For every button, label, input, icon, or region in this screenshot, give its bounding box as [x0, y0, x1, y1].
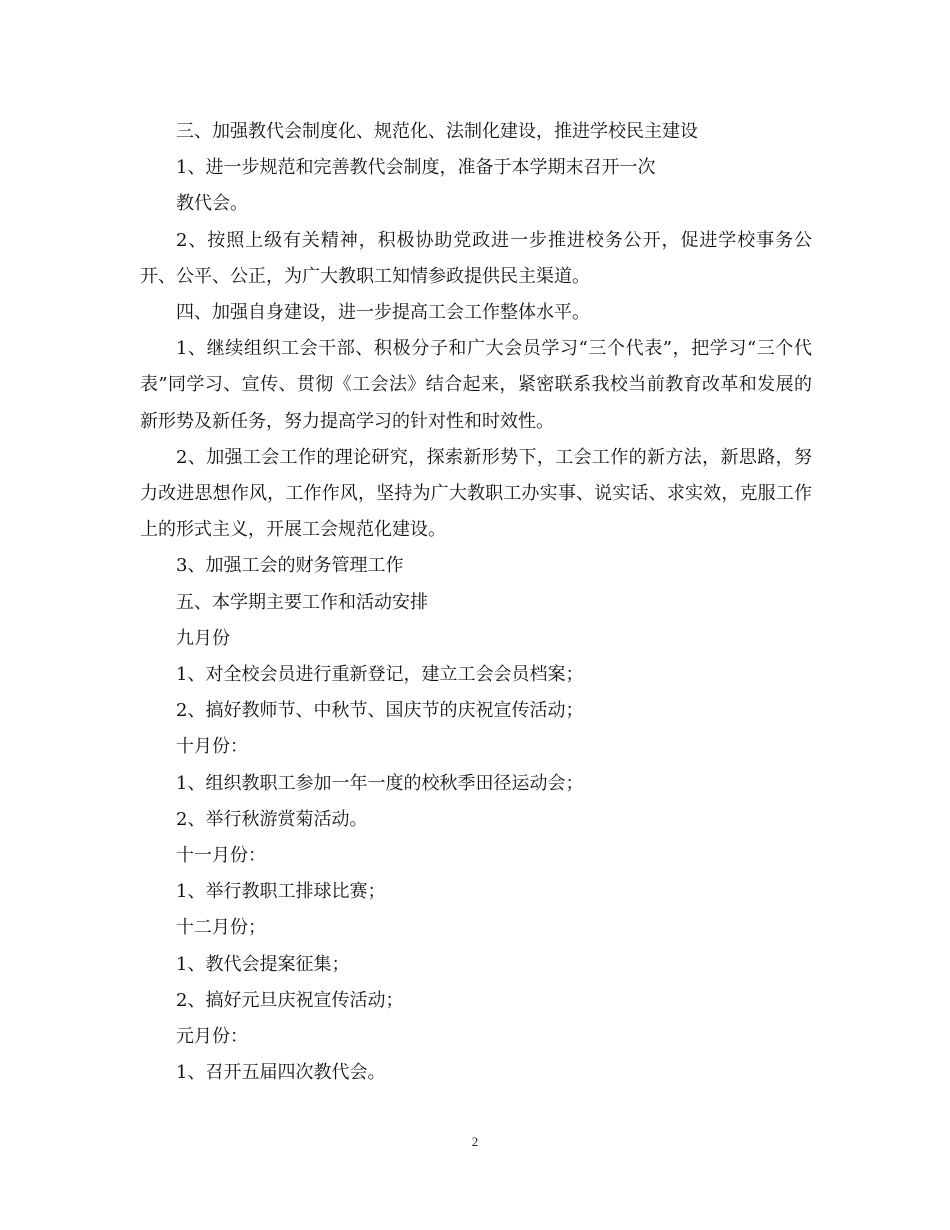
list-item: 1、召开五届四次教代会。 — [176, 1062, 386, 1084]
paragraph: 2、按照上级有关精神，积极协助党政进一步推进校务公开，促进学校事务公开、公平、公正，为广大教职工知情参政提供民主渠道。 — [140, 229, 812, 287]
page-number: 2 — [471, 1134, 479, 1149]
list-item: 1、举行教职工排球比赛； — [176, 881, 386, 903]
month-heading: 十二月份； — [176, 917, 266, 939]
list-item: 1、教代会提案征集； — [176, 953, 350, 975]
list-item: 2、搞好元旦庆祝宣传活动； — [176, 989, 404, 1011]
paragraph: 2、加强工会工作的理论研究，探索新形势下，工会工作的新方法，新思路，努力改进思想作风，工作作风，坚持为广大教职工办实事、说实话、求实效，克服工作上的形式主义，开展工会规范化建设。 — [140, 446, 812, 541]
paragraph: 教代会。 — [176, 193, 248, 215]
section-heading-5: 五、本学期主要工作和活动安排 — [176, 591, 428, 613]
month-heading: 十月份： — [176, 736, 248, 758]
paragraph: 3、加强工会的财务管理工作 — [176, 555, 404, 577]
document-body — [140, 114, 812, 1091]
list-item: 1、组织教职工参加一年一度的校秋季田径运动会； — [176, 772, 584, 794]
list-item: 1、对全校会员进行重新登记，建立工会会员档案； — [176, 664, 584, 686]
month-heading: 九月份 — [176, 627, 230, 649]
paragraph: 1、继续组织工会干部、积极分子和广大会员学习“三个代表”，把学习“三个代表”同学习、宣传、贯彻《工会法》结合起来，紧密联系我校当前教育改革和发展的新形势及新任务，努力提高学习的针对性和时效性。 — [140, 338, 812, 432]
section-heading-3: 三、加强教代会制度化、规范化、法制化建设，推进学校民主建设 — [176, 121, 698, 142]
section-heading-4: 四、加强自身建设，进一步提高工会工作整体水平。 — [176, 302, 590, 324]
month-heading: 十一月份： — [176, 845, 266, 867]
paragraph: 1、进一步规范和完善教代会制度，准备于本学期末召开一次 — [176, 157, 656, 179]
list-item: 2、举行秋游赏菊活动。 — [176, 808, 368, 830]
month-heading: 元月份： — [176, 1026, 248, 1048]
list-item: 2、搞好教师节、中秋节、国庆节的庆祝宣传活动； — [176, 700, 584, 722]
